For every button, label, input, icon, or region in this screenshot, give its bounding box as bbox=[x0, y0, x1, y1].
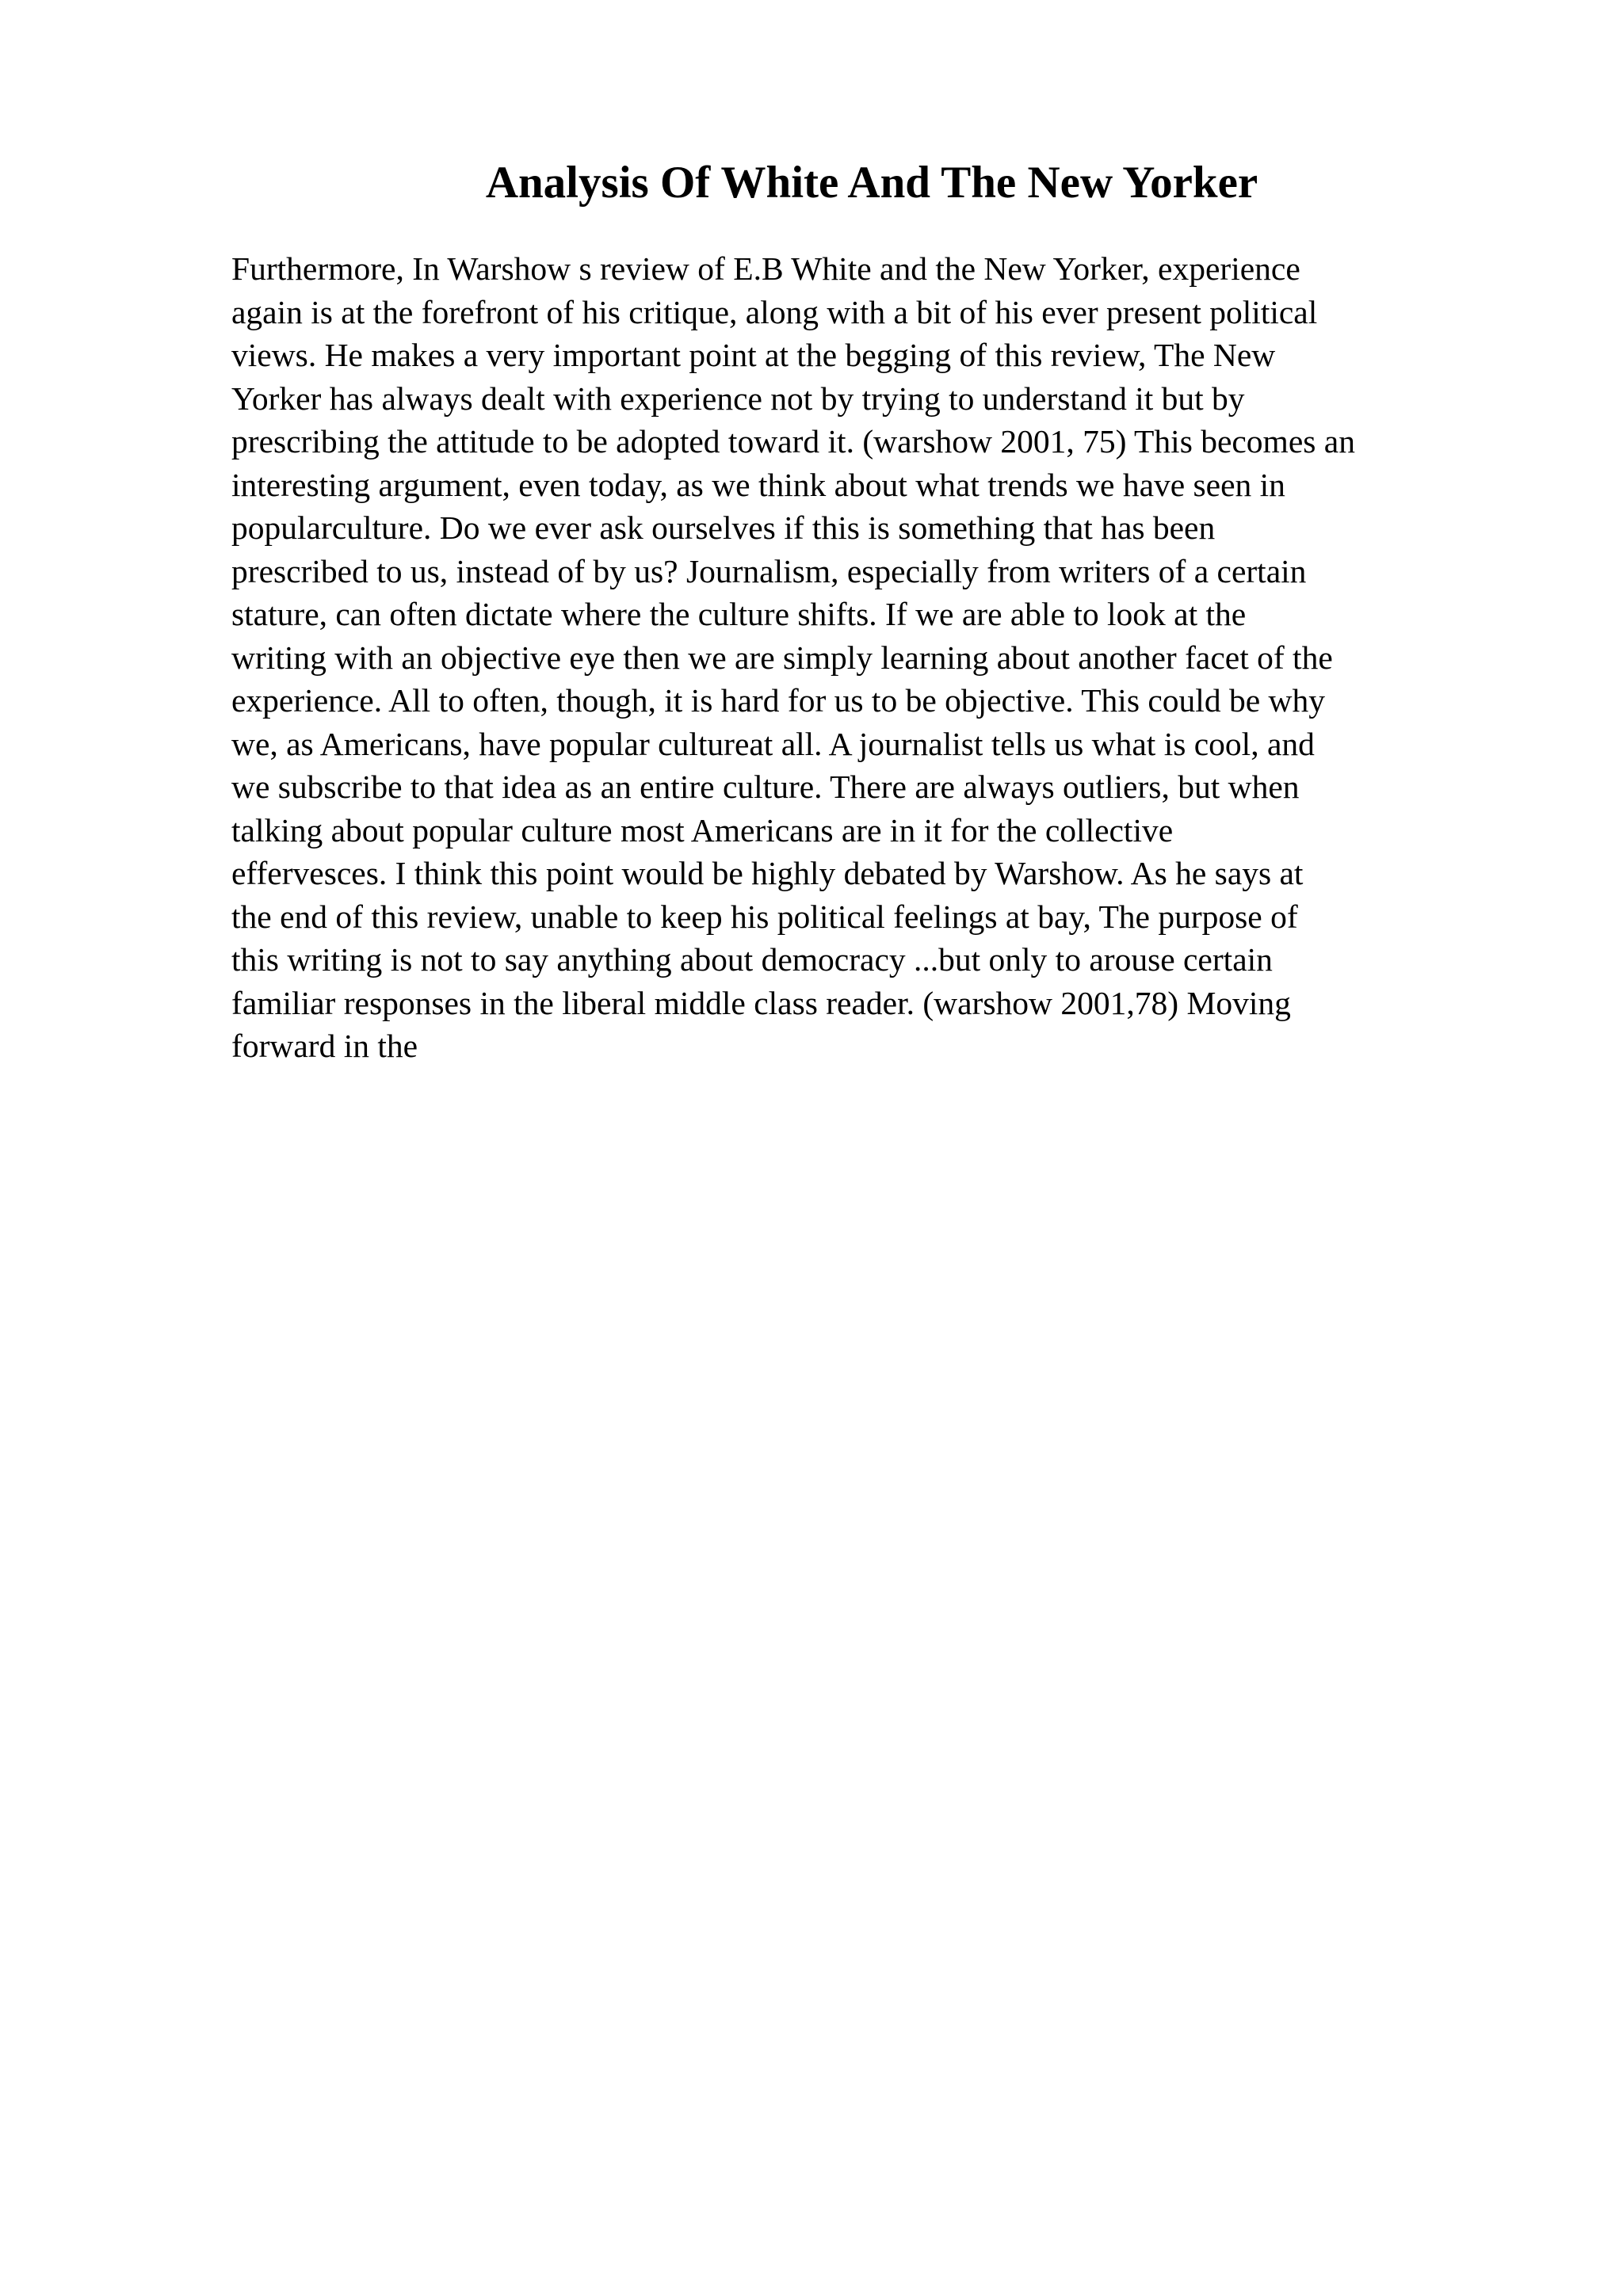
body-line-19: forward in the bbox=[231, 1028, 418, 1064]
document-title: Analysis Of White And The New Yorker bbox=[485, 158, 1258, 208]
body-line-4: Yorker has always dealt with experience not by trying to understand it but by bbox=[231, 379, 1245, 417]
body-line-1: Furthermore, In Warshow s review of E.B White and the New Yorker, experience bbox=[231, 250, 1300, 287]
body-line-8: prescribed to us, instead of by us? Journalism, especially from writers of a certain bbox=[231, 552, 1307, 589]
body-line-5: prescribing the attitude to be adopted toward it. (warshow 2001, 75) This becomes an bbox=[231, 423, 1355, 460]
document-body bbox=[231, 247, 1515, 1068]
body-line-14: talking about popular culture most Americans are in it for the collective bbox=[231, 811, 1174, 849]
body-line-9: stature, can often dictate where the culture shifts. If we are able to look at the bbox=[231, 596, 1247, 632]
body-line-12: we, as Americans, have popular cultureat all. A journalist tells us what is cool, and bbox=[231, 725, 1315, 762]
body-line-18: familiar responses in the liberal middle class reader. (warshow 2001,78) Moving bbox=[231, 984, 1291, 1021]
body-line-16: the end of this review, unable to keep his political feelings at bay, The purpose of bbox=[231, 898, 1298, 935]
body-line-6: interesting argument, even today, as we think about what trends we have seen in bbox=[231, 466, 1285, 503]
body-line-15: effervesces. I think this point would be highly debated by Warshow. As he says at bbox=[231, 855, 1304, 891]
body-line-17: this writing is not to say anything about democracy ...but only to arouse certain bbox=[231, 941, 1273, 978]
body-line-7: popularculture. Do we ever ask ourselves if this is something that has been bbox=[231, 509, 1216, 546]
body-line-10: writing with an objective eye then we are simply learning about another facet of the bbox=[231, 639, 1333, 676]
body-line-13: we subscribe to that idea as an entire culture. There are always outliers, but when bbox=[231, 769, 1300, 805]
body-line-11: experience. All to often, though, it is hard for us to be objective. This could be why bbox=[231, 682, 1325, 719]
body-line-2: again is at the forefront of his critique, along with a bit of his ever present political bbox=[231, 293, 1318, 330]
body-line-3: views. He makes a very important point at the begging of this review, The New bbox=[231, 337, 1276, 373]
